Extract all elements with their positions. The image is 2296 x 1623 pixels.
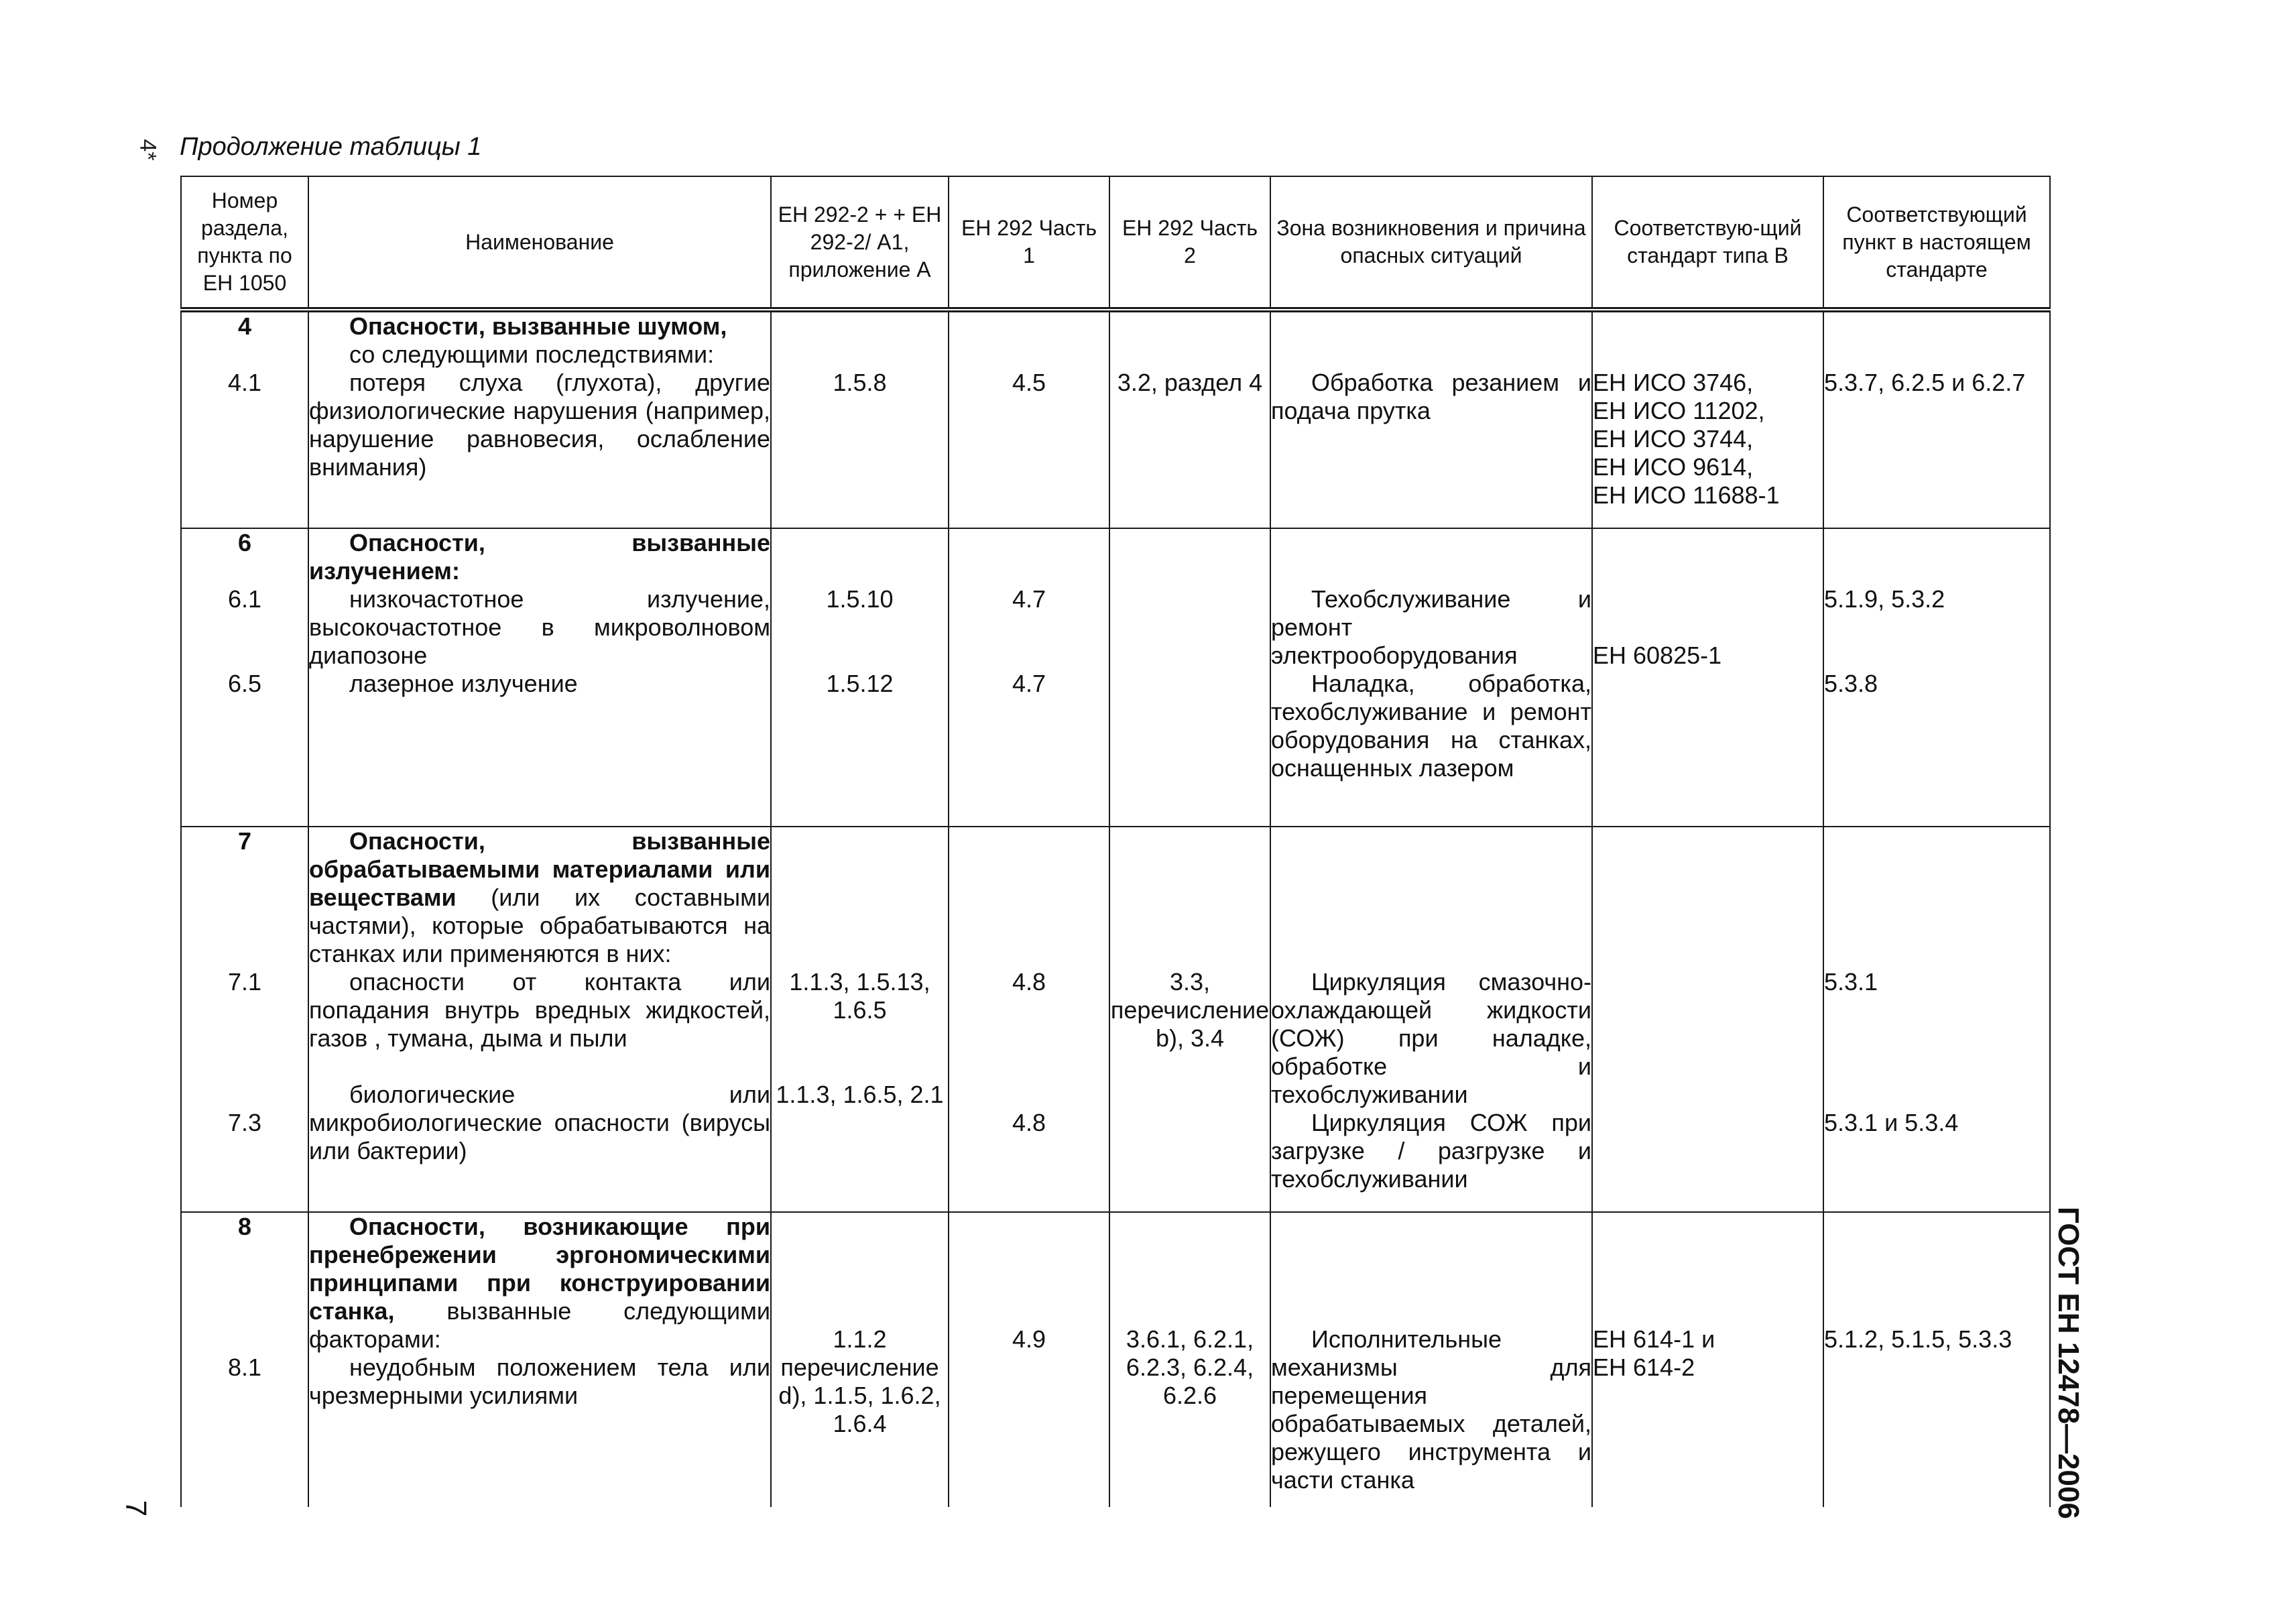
type-b-standard-cell [1592,1212,1823,1507]
section-number: 8 [237,1213,252,1240]
en292-2-cell [771,827,949,1212]
section-intro: (или их составными частями), которые обрабатываются на станках или применяются в них: [309,884,770,967]
type-b-standard-cell [1592,827,1823,1212]
value: 3.6.1, 6.2.1, 6.2.3, 6.2.4, 6.2.6 [1126,1325,1254,1409]
value: 1.5.12 [826,670,894,697]
standard-ref: ЕН ИСО 11202, [1593,397,1765,424]
clause-cell [1823,310,2050,528]
header-section-number: Номер раздела, пункта по ЕН 1050 [181,176,308,310]
hazard-zone-cell [1270,528,1592,827]
hazard-zone-cell [1270,310,1592,528]
standard-ref: ЕН ИСО 11688-1 [1593,481,1780,509]
header-type-b-standard: Соответствую-щий стандарт типа В [1592,176,1823,310]
name-cell [308,1212,771,1507]
table-row [181,528,2050,827]
clause-cell [1823,528,2050,827]
value: 4.7 [1012,670,1046,697]
subsection-number: 8.1 [227,1354,262,1381]
section-number: 4 [237,312,252,340]
value: 1.5.10 [826,585,894,613]
standard-ref: ЕН ИСО 3746, [1593,369,1754,396]
section-number: 7 [237,827,252,855]
value: Циркуляция СОЖ при загрузке / разгрузке и техобслуживании [1271,1109,1591,1193]
table-caption: Продолжение таблицы 1 [180,133,482,161]
subsection-number: 6.1 [227,585,262,613]
section-title: Опасности, вызванные излучением: [309,529,770,585]
standard-ref: ЕН 60825-1 [1593,642,1722,669]
value: Техобслуживание и ремонт электрооборудования [1271,585,1591,669]
value: 4.8 [1012,968,1046,996]
section-title: Опасности, вызванные обрабатываемыми материалами или веществами [309,827,770,911]
value: 1.1.3, 1.5.13, 1.6.5 [789,968,930,1024]
hazard-item: опасности от контакта или попадания внутрь вредных жидкостей, газов , тумана, дыма и пыли [309,968,770,1052]
value: 5.3.8 [1824,670,1878,697]
header-clause: Соответствующий пункт в настоящем стандарте [1823,176,2050,310]
name-cell [308,310,771,528]
page-mark: 4* [135,139,161,161]
header-en292-2: ЕН 292-2 + + ЕН 292-2/ А1, приложение А [771,176,949,310]
section-number-cell [181,528,308,827]
header-hazard-zone: Зона возникновения и причина опасных ситуаций [1270,176,1592,310]
table-header-row [181,176,2050,310]
subsection-number: 4.1 [227,369,262,396]
standard-ref: ЕН 614-2 [1593,1354,1695,1381]
value: 4.5 [1012,369,1046,396]
section-number-cell [181,1212,308,1507]
hazard-zone-cell [1270,827,1592,1212]
document-title: ГОСТ ЕН 12478—2006 [2052,1207,2085,1519]
en292-part1-cell [949,310,1109,528]
value: 5.3.1 и 5.3.4 [1824,1109,1959,1136]
value: Исполнительные механизмы для перемещения обрабатываемых деталей, режущего инструмента и части станка [1271,1325,1591,1494]
section-intro: со следующими последствиями: [349,341,715,368]
clause-cell [1823,1212,2050,1507]
subsection-number: 6.5 [227,670,262,697]
en292-2-cell [771,310,949,528]
type-b-standard-cell [1592,310,1823,528]
table-row [181,1212,2050,1507]
en292-part2-cell [1109,1212,1270,1507]
section-title: Опасности, возникающие при пренебрежении эргономическими принципами при конструировании станка, [309,1213,770,1325]
section-title: Опасности, вызванные шумом, [349,312,727,340]
type-b-standard-cell [1592,528,1823,827]
en292-part1-cell [949,827,1109,1212]
value: 4.9 [1012,1325,1046,1353]
value: 3.3, перечисление b), 3.4 [1110,968,1270,1052]
clause-cell [1823,827,2050,1212]
en292-part2-cell [1109,827,1270,1212]
value: 5.1.9, 5.3.2 [1824,585,1945,613]
value: Обработка резанием и подача прутка [1271,369,1591,424]
header-en292-part1: ЕН 292 Часть 1 [949,176,1109,310]
standard-ref: ЕН 614-1 и [1593,1325,1715,1353]
section-intro: вызванные следующими факторами: [309,1297,770,1353]
hazard-item: биологические или микробиологические опасности (вирусы или бактерии) [309,1081,770,1164]
en292-2-cell [771,1212,949,1507]
hazard-item: потеря слуха (глухота), другие физиологические нарушения (например, нарушение равновесия, ослабление внимания) [309,369,770,481]
value: 5.3.7, 6.2.5 и 6.2.7 [1824,369,2026,396]
value: 3.2, раздел 4 [1117,369,1263,396]
value: 5.1.2, 5.1.5, 5.3.3 [1824,1325,2012,1353]
en292-part2-cell [1109,528,1270,827]
header-name: Наименование [308,176,771,310]
table-row [181,827,2050,1212]
value: Наладка, обработка, техобслуживание и ремонт оборудования на станках, оснащенных лазером [1271,670,1591,782]
subsection-number: 7.3 [227,1109,262,1136]
section-number-cell [181,310,308,528]
hazards-table [180,176,2051,1507]
value: 1.1.2 перечисление d), 1.1.5, 1.6.2, 1.6.4 [778,1325,941,1437]
section-number-cell [181,827,308,1212]
name-cell [308,528,771,827]
subsection-number: 7.1 [227,968,262,996]
name-cell [308,827,771,1212]
standard-ref: ЕН ИСО 9614, [1593,453,1754,481]
en292-part1-cell [949,1212,1109,1507]
standard-ref: ЕН ИСО 3744, [1593,425,1754,453]
section-number: 6 [237,529,252,556]
hazard-zone-cell [1270,1212,1592,1507]
en292-2-cell [771,528,949,827]
value: 4.8 [1012,1109,1046,1136]
hazard-item: лазерное излучение [349,670,578,697]
page-number: 7 [119,1500,153,1517]
table-row [181,310,2050,528]
hazard-item: низкочастотное излучение, высокочастотное в микроволновом диапозоне [309,585,770,669]
value: 1.5.8 [833,369,887,396]
value: 5.3.1 [1824,968,1878,996]
value: 4.7 [1012,585,1046,613]
en292-part1-cell [949,528,1109,827]
hazard-item: неудобным положением тела или чрезмерными усилиями [309,1354,770,1409]
value: 1.1.3, 1.6.5, 2.1 [776,1081,944,1108]
header-en292-part2: ЕН 292 Часть 2 [1109,176,1270,310]
value: Циркуляция смазочно-охлаждающей жидкости (СОЖ) при наладке, обработке и техобслуживании [1271,968,1591,1108]
en292-part2-cell [1109,310,1270,528]
